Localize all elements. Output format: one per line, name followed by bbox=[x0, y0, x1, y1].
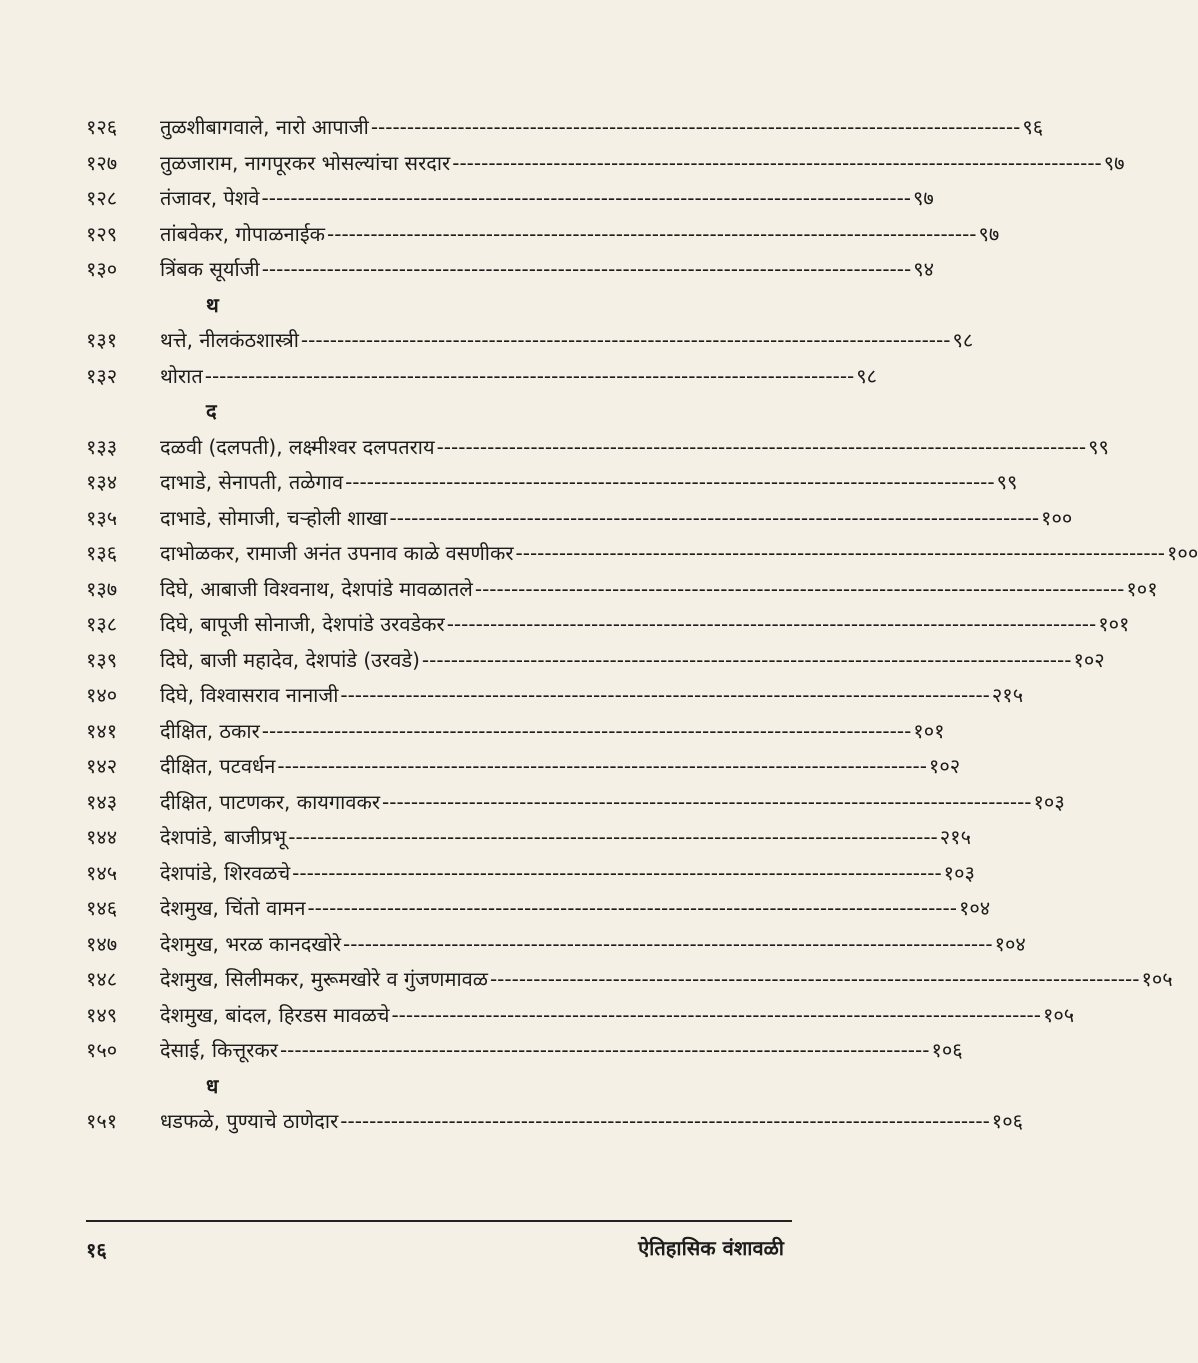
entry-number: १३३ bbox=[86, 434, 118, 459]
leader-dashes: ------------------------------------------------------------------------------------------ bbox=[391, 1002, 1041, 1027]
entry-number: १२७ bbox=[86, 150, 118, 175]
entry-number: १४५ bbox=[86, 860, 118, 885]
entry-number: १४३ bbox=[86, 789, 118, 814]
index-entry bbox=[86, 110, 1044, 146]
index-entry bbox=[86, 856, 975, 892]
entry-name: देशमुख, बांदल, हिरडस मावळचे bbox=[160, 1002, 390, 1027]
book-title: ऐतिहासिक वंशावळी bbox=[638, 1236, 784, 1260]
index-entry bbox=[86, 430, 1109, 466]
index-entry bbox=[86, 1033, 963, 1069]
entry-page: १०६ bbox=[991, 1109, 1023, 1133]
entry-name: तांबवेकर, गोपाळनाईक bbox=[160, 221, 326, 246]
leader-dashes: ------------------------------------------------------------------------------------------ bbox=[489, 967, 1140, 991]
entry-page: ९७ bbox=[1103, 150, 1125, 175]
entry-page: १०३ bbox=[1033, 789, 1065, 814]
entry-number: १२६ bbox=[86, 115, 118, 139]
entry-number: १२८ bbox=[86, 186, 118, 210]
leader-dashes: ------------------------------------------------------------------------------------------ bbox=[446, 612, 1097, 636]
leader-dashes: ------------------------------------------------------------------------------------------ bbox=[343, 931, 993, 956]
leader-dashes: ------------------------------------------------------------------------------------------ bbox=[474, 576, 1125, 601]
entry-page: ९७ bbox=[978, 221, 1000, 246]
entry-number: १५१ bbox=[86, 1109, 118, 1133]
entry-name: दिघे, बाजी महादेव, देशपांडे (उरवडे) bbox=[160, 647, 420, 672]
leader-dashes: ------------------------------------------------------------------------------------------ bbox=[288, 825, 938, 849]
index-entry bbox=[86, 572, 1158, 608]
entry-name: देशपांडे, शिरवळचे bbox=[160, 860, 291, 885]
entry-name: तंजावर, पेशवे bbox=[160, 186, 260, 210]
entry-name: दळवी (दलपती), लक्ष्मीश्वर दलपतराय bbox=[160, 434, 435, 459]
entry-number: १४० bbox=[86, 683, 118, 707]
leader-dashes: ------------------------------------------------------------------------------------------ bbox=[277, 754, 927, 778]
entry-name: देसाई, कित्तूरकर bbox=[160, 1038, 278, 1062]
entry-number: १३१ bbox=[86, 328, 118, 352]
entry-name: देशमुख, भरळ कानदखोरे bbox=[160, 931, 342, 956]
index-entry bbox=[86, 501, 1073, 537]
leader-dashes: ------------------------------------------------------------------------------------------ bbox=[292, 860, 942, 885]
entry-name: देशमुख, सिलीमकर, मुरूमखोरे व गुंजणमावळ bbox=[160, 967, 488, 991]
index-entry bbox=[86, 891, 991, 927]
entry-number: १३६ bbox=[86, 541, 118, 565]
index-entry bbox=[86, 785, 1065, 821]
leader-dashes: ------------------------------------------------------------------------------------------ bbox=[300, 328, 951, 352]
index-entry bbox=[86, 820, 971, 856]
entry-name: तुळजाराम, नागपूरकर भोसल्यांचा सरदार bbox=[160, 150, 451, 175]
entry-page: १०१ bbox=[1098, 612, 1130, 636]
leader-dashes: ------------------------------------------------------------------------------------------ bbox=[436, 434, 1087, 459]
entry-name: त्रिंबक सूर्याजी bbox=[160, 257, 260, 281]
entry-page: ९६ bbox=[1022, 115, 1044, 139]
index-entry bbox=[86, 927, 1026, 963]
page-number: १६ bbox=[86, 1238, 107, 1262]
entry-name: दीक्षित, ठकार bbox=[160, 718, 260, 743]
entry-number: १४९ bbox=[86, 1002, 118, 1027]
index-entry bbox=[86, 146, 1125, 182]
leader-dashes: ------------------------------------------------------------------------------------------ bbox=[261, 718, 912, 743]
entry-page: १०३ bbox=[943, 860, 975, 885]
index-entry bbox=[86, 465, 1018, 501]
index-entry bbox=[86, 607, 1130, 643]
entry-page: ९७ bbox=[913, 186, 934, 210]
leader-dashes: ------------------------------------------------------------------------------------------ bbox=[370, 115, 1021, 139]
entry-number: १३० bbox=[86, 257, 118, 281]
entry-name: देशपांडे, बाजीप्रभू bbox=[160, 825, 287, 849]
entry-number: १३७ bbox=[86, 576, 118, 601]
leader-dashes: ------------------------------------------------------------------------------------------ bbox=[279, 1038, 930, 1062]
leader-dashes: ------------------------------------------------------------------------------------------ bbox=[261, 257, 912, 281]
section-letter: द bbox=[206, 399, 217, 423]
entry-number: १४८ bbox=[86, 967, 118, 991]
entry-number: १३२ bbox=[86, 363, 118, 388]
entry-name: दिघे, विश्वासराव नानाजी bbox=[160, 683, 339, 707]
leader-dashes: ------------------------------------------------------------------------------------------ bbox=[345, 470, 995, 494]
entry-page: १०५ bbox=[1141, 967, 1173, 991]
entry-name: देशमुख, चिंतो वामन bbox=[160, 896, 306, 920]
entry-name: थत्ते, नीलकंठशास्त्री bbox=[160, 328, 299, 352]
entry-number: १३८ bbox=[86, 612, 118, 636]
leader-dashes: ------------------------------------------------------------------------------------------ bbox=[389, 505, 1040, 530]
section-letter: थ bbox=[206, 292, 219, 317]
index-entry bbox=[86, 678, 1024, 714]
entry-name: दिघे, आबाजी विश्वनाथ, देशपांडे मावळातले bbox=[160, 576, 473, 601]
leader-dashes: ------------------------------------------------------------------------------------------ bbox=[327, 221, 977, 246]
entry-number: १२९ bbox=[86, 221, 118, 246]
footer-rule bbox=[86, 1220, 792, 1222]
entry-name: दाभाडे, सोमाजी, चऱ्होली शाखा bbox=[160, 505, 388, 530]
entry-page: १०४ bbox=[994, 931, 1026, 956]
leader-dashes: ------------------------------------------------------------------------------------------ bbox=[261, 186, 912, 210]
entry-number: १३५ bbox=[86, 505, 118, 530]
entry-name: दिघे, बापूजी सोनाजी, देशपांडे उरवडेकर bbox=[160, 612, 445, 636]
entry-number: १४१ bbox=[86, 718, 118, 743]
entry-page: १०१ bbox=[1126, 576, 1158, 601]
index-entry bbox=[86, 536, 1198, 572]
leader-dashes: ------------------------------------------------------------------------------------------ bbox=[382, 789, 1032, 814]
entry-page: १०२ bbox=[928, 754, 961, 778]
entry-page: ९४ bbox=[913, 257, 935, 281]
entry-number: १३४ bbox=[86, 470, 118, 494]
entry-page: १०० bbox=[1041, 505, 1073, 530]
entry-page: १०६ bbox=[931, 1038, 963, 1062]
entry-page: २१५ bbox=[939, 825, 971, 849]
entry-page: ९८ bbox=[856, 363, 878, 388]
entry-page: १०५ bbox=[1042, 1002, 1075, 1027]
leader-dashes: ------------------------------------------------------------------------------------------ bbox=[340, 683, 990, 707]
entry-page: १०१ bbox=[913, 718, 945, 743]
entry-page: ९९ bbox=[996, 470, 1018, 494]
index-entry bbox=[86, 749, 961, 785]
index-entry bbox=[86, 217, 1000, 253]
entry-page: ९८ bbox=[952, 328, 974, 352]
entry-number: १४७ bbox=[86, 931, 118, 956]
leader-dashes: ------------------------------------------------------------------------------------------ bbox=[421, 647, 1072, 672]
entry-number: १३९ bbox=[86, 647, 118, 672]
entry-page: १०२ bbox=[1073, 647, 1105, 672]
entry-name: थोरात bbox=[160, 363, 203, 388]
entry-page: ९९ bbox=[1088, 434, 1109, 459]
entry-number: १४४ bbox=[86, 825, 118, 849]
index-entry bbox=[86, 998, 1075, 1034]
leader-dashes: ------------------------------------------------------------------------------------------ bbox=[307, 896, 957, 920]
leader-dashes: ------------------------------------------------------------------------------------------ bbox=[515, 541, 1166, 565]
entry-name: धडफळे, पुण्याचे ठाणेदार bbox=[160, 1109, 339, 1133]
index-entry bbox=[86, 181, 934, 217]
index-entry bbox=[86, 323, 974, 359]
leader-dashes: ------------------------------------------------------------------------------------------ bbox=[204, 363, 855, 388]
index-entry bbox=[86, 962, 1173, 998]
entry-page: २१५ bbox=[991, 683, 1024, 707]
entry-number: १४६ bbox=[86, 896, 118, 920]
index-entry bbox=[86, 643, 1105, 679]
leader-dashes: ------------------------------------------------------------------------------------------ bbox=[452, 150, 1102, 175]
leader-dashes: ------------------------------------------------------------------------------------------ bbox=[340, 1109, 990, 1133]
entry-name: दाभोळकर, रामाजी अनंत उपनाव काळे वसणीकर bbox=[160, 541, 514, 565]
index-list bbox=[86, 110, 1198, 1140]
entry-number: १५० bbox=[86, 1038, 118, 1062]
entry-name: दाभाडे, सेनापती, तळेगाव bbox=[160, 470, 344, 494]
entry-name: तुळशीबागवाले, नारो आपाजी bbox=[160, 115, 369, 139]
entry-name: दीक्षित, पाटणकर, कायगावकर bbox=[160, 789, 381, 814]
entry-page: १०४ bbox=[958, 896, 991, 920]
section-letter: ध bbox=[206, 1073, 219, 1098]
entry-name: दीक्षित, पटवर्धन bbox=[160, 754, 276, 778]
index-entry bbox=[86, 252, 935, 288]
index-entry bbox=[86, 359, 878, 395]
index-entry bbox=[86, 1104, 1023, 1140]
index-entry bbox=[86, 714, 945, 750]
entry-page: १०० bbox=[1167, 541, 1198, 565]
entry-number: १४२ bbox=[86, 754, 118, 778]
